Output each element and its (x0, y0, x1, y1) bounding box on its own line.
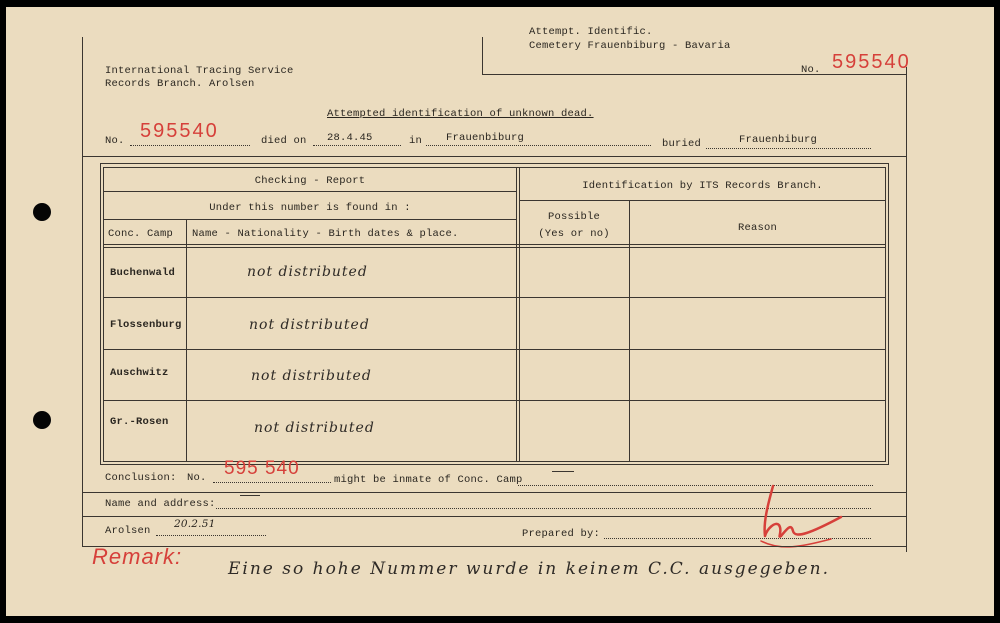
row-camp: Gr.-Rosen (110, 416, 169, 428)
arolsen-label: Arolsen (105, 525, 151, 537)
row-entry-handwritten: not distributed (249, 317, 370, 333)
arolsen-date: 20.2.51 (174, 518, 216, 530)
in-label: in (409, 135, 423, 147)
checking-report-heading: Checking - Report (254, 175, 366, 187)
col-possible-heading-2: (Yes or no) (538, 228, 610, 240)
punch-hole-bottom (33, 411, 51, 429)
document-card (6, 7, 994, 616)
buried-value: Frauenbiburg (739, 134, 818, 146)
in-value: Frauenbiburg (446, 132, 525, 144)
record-no-label: No. (105, 135, 125, 147)
red-signature (751, 481, 851, 561)
row-entry-handwritten: not distributed (251, 368, 372, 384)
conclusion-number: 595 540 (224, 458, 300, 479)
row-entry-handwritten: not distributed (254, 420, 375, 436)
identification-heading: Identification by ITS Records Branch. (582, 180, 823, 192)
top-record-number: 595540 (832, 51, 911, 73)
died-on-label: died on (261, 135, 307, 147)
prepared-by-label: Prepared by: (522, 528, 601, 540)
col-camp-heading: Conc. Camp (108, 228, 174, 240)
col-possible-heading-1: Possible (547, 211, 600, 223)
died-on-value: 28.4.45 (327, 132, 373, 144)
row-camp: Auschwitz (110, 367, 169, 379)
form-title: Attempted identification of unknown dead. (327, 108, 594, 120)
frame-left (82, 37, 83, 547)
row-camp: Buchenwald (110, 267, 176, 279)
buried-label: buried (662, 138, 702, 150)
under-number-heading: Under this number is found in : (209, 202, 411, 214)
remark-text-handwritten: Eine so hohe Nummer wurde in keinem C.C. ausgegeben. (228, 559, 830, 579)
remark-label: Remark: (92, 544, 183, 569)
org-line-1: International Tracing Service (105, 65, 294, 77)
punch-hole-top (33, 203, 51, 221)
inmate-text: might be inmate of Conc. Camp (334, 474, 523, 486)
frame-right (906, 67, 907, 552)
col-reason-heading: Reason (737, 222, 777, 234)
conclusion-no-label: No. (187, 472, 207, 484)
row-entry-handwritten: not distributed (247, 264, 368, 280)
attempt-line-2: Cemetery Frauenbiburg - Bavaria (529, 40, 731, 52)
name-address-label: Name and address: (105, 498, 216, 510)
top-no-label: No. (801, 64, 821, 76)
col-name-heading: Name - Nationality - Birth dates & place. (192, 228, 459, 240)
attempt-line-1: Attempt. Identific. (529, 26, 653, 38)
conclusion-label: Conclusion: (105, 472, 177, 484)
record-number: 595540 (140, 120, 219, 142)
row-camp: Flossenburg (110, 319, 182, 331)
org-line-2: Records Branch. Arolsen (105, 78, 255, 90)
